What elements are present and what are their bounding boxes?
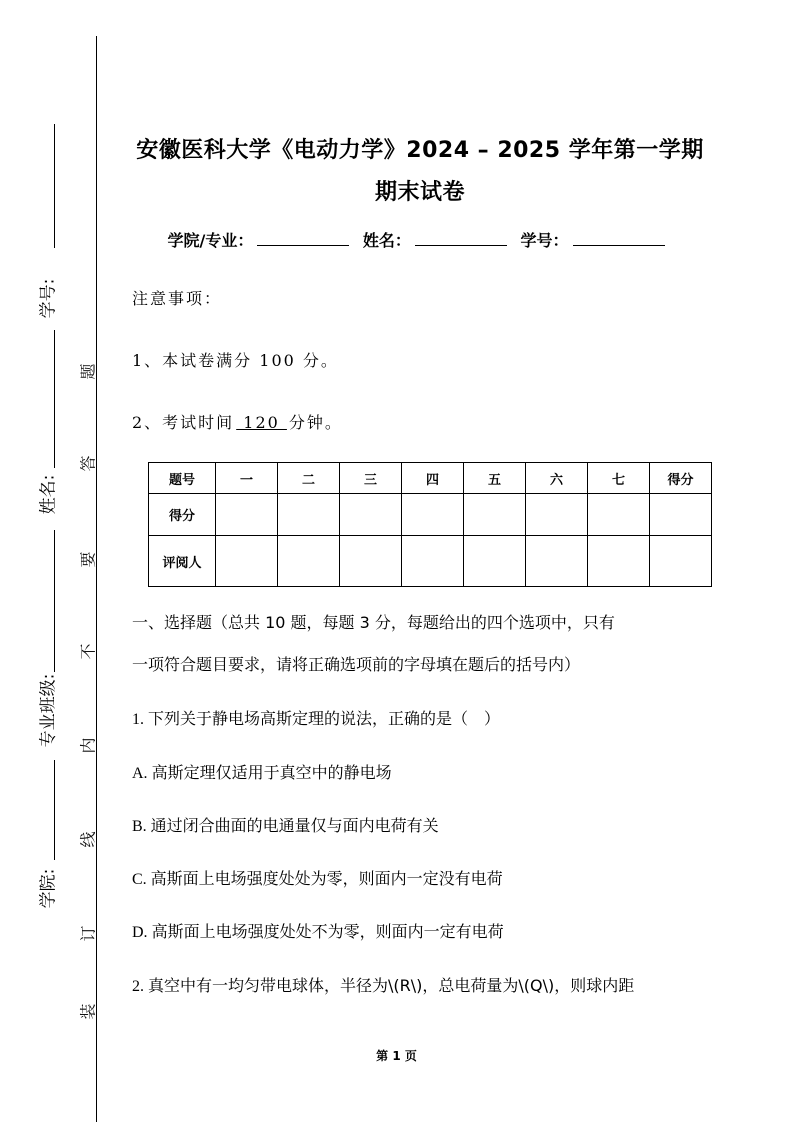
score-cell[interactable]	[278, 494, 340, 536]
score-table-header-cell: 六	[526, 463, 588, 494]
option-text: 高斯定理仅适用于真空中的静电场	[151, 763, 392, 782]
seal-char: 装	[78, 1003, 98, 1020]
score-table-header-cell: 三	[340, 463, 402, 494]
exam-title: 安徽医科大学《电动力学》2024 – 2025 学年第一学期	[136, 138, 704, 163]
exam-subtitle: 期末试卷	[374, 180, 465, 205]
score-cell[interactable]	[588, 494, 650, 536]
college-major-field[interactable]	[257, 229, 349, 246]
margin-label-major-class: 专业班级:	[38, 673, 59, 748]
reviewer-cell[interactable]	[588, 536, 650, 587]
score-cell[interactable]	[464, 494, 526, 536]
score-table-header-row	[149, 463, 712, 494]
score-cell[interactable]	[340, 494, 402, 536]
option-letter: A.	[132, 765, 148, 782]
margin-label-college: 学院:	[38, 868, 59, 909]
seal-char: 不	[78, 643, 98, 660]
note-item-2-prefix: 2、考试时间	[132, 413, 235, 432]
score-table	[148, 462, 712, 587]
college-major-label: 学院/专业：	[167, 231, 254, 250]
question-1	[132, 706, 500, 729]
score-table-header-cell: 四	[402, 463, 464, 494]
reviewer-cell[interactable]	[464, 536, 526, 587]
option-letter: D.	[132, 924, 148, 941]
seal-char: 题	[78, 363, 98, 380]
note-item-2	[132, 410, 343, 433]
margin-label-name: 姓名:	[38, 474, 59, 515]
note-item-2-suffix: 分钟。	[288, 413, 343, 432]
page-number: 第 1 页	[376, 1049, 417, 1063]
student-id-field[interactable]	[573, 229, 665, 246]
seal-char: 订	[78, 925, 98, 942]
reviewer-cell[interactable]	[278, 536, 340, 587]
seal-char: 要	[78, 551, 98, 568]
question-number: 1.	[132, 711, 144, 728]
reviewer-cell[interactable]	[650, 536, 712, 587]
name-field[interactable]	[415, 229, 507, 246]
reviewer-cell[interactable]	[526, 536, 588, 587]
margin-underline-college	[54, 760, 55, 860]
score-row-label: 得分	[149, 494, 216, 536]
question-number: 2.	[132, 978, 144, 995]
reviewer-cell[interactable]	[340, 536, 402, 587]
option-text: 高斯面上电场强度处处为零，则面内一定没有电荷	[150, 869, 503, 888]
option-d	[132, 919, 504, 942]
option-b	[132, 813, 439, 836]
exam-duration-value: 120	[236, 413, 287, 432]
option-c	[132, 866, 503, 889]
note-item-1: 1、本试卷满分 100 分。	[132, 351, 339, 370]
binding-line	[96, 36, 97, 1122]
seal-char: 内	[78, 737, 98, 754]
option-a	[132, 760, 392, 783]
question-2	[132, 973, 634, 996]
option-text: 高斯面上电场强度处处不为零，则面内一定有电荷	[151, 922, 504, 941]
section1-instructions-line1: 一、选择题（总共 10 题，每题 3 分，每题给出的四个选项中，只有	[132, 613, 615, 632]
question-stem: 真空中有一均匀带电球体，半径为\(R\)，总电荷量为\(Q\)，则球内距	[148, 976, 635, 995]
option-letter: B.	[132, 818, 147, 835]
score-cell[interactable]	[650, 494, 712, 536]
margin-underline-major	[54, 530, 55, 672]
score-table-header-cell: 题号	[149, 463, 216, 494]
margin-label-student-id: 学号:	[38, 278, 59, 319]
score-cell[interactable]	[216, 494, 278, 536]
score-table-header-cell: 七	[588, 463, 650, 494]
reviewer-cell[interactable]	[402, 536, 464, 587]
score-table-row	[149, 494, 712, 536]
question-stem: 下列关于静电场高斯定理的说法，正确的是（ ）	[148, 709, 501, 728]
score-table-header-cell: 一	[216, 463, 278, 494]
notes-heading: 注意事项：	[132, 289, 223, 308]
score-table-header-cell: 五	[464, 463, 526, 494]
margin-underline-id	[54, 124, 55, 248]
student-info-line	[130, 228, 710, 251]
seal-char: 答	[78, 455, 98, 472]
score-table-row	[149, 536, 712, 587]
score-table-header-cell: 二	[278, 463, 340, 494]
score-table-header-cell: 得分	[650, 463, 712, 494]
section1-instructions-line2: 一项符合题目要求，请将正确选项前的字母填在题后的括号内）	[132, 655, 581, 674]
reviewer-row-label: 评阅人	[149, 536, 216, 587]
name-label: 姓名：	[362, 231, 411, 250]
margin-underline-name	[54, 330, 55, 468]
option-letter: C.	[132, 871, 147, 888]
score-cell[interactable]	[402, 494, 464, 536]
score-cell[interactable]	[526, 494, 588, 536]
student-id-label: 学号：	[520, 231, 569, 250]
option-text: 通过闭合曲面的电通量仅与面内电荷有关	[150, 816, 439, 835]
seal-char: 线	[78, 831, 98, 848]
reviewer-cell[interactable]	[216, 536, 278, 587]
